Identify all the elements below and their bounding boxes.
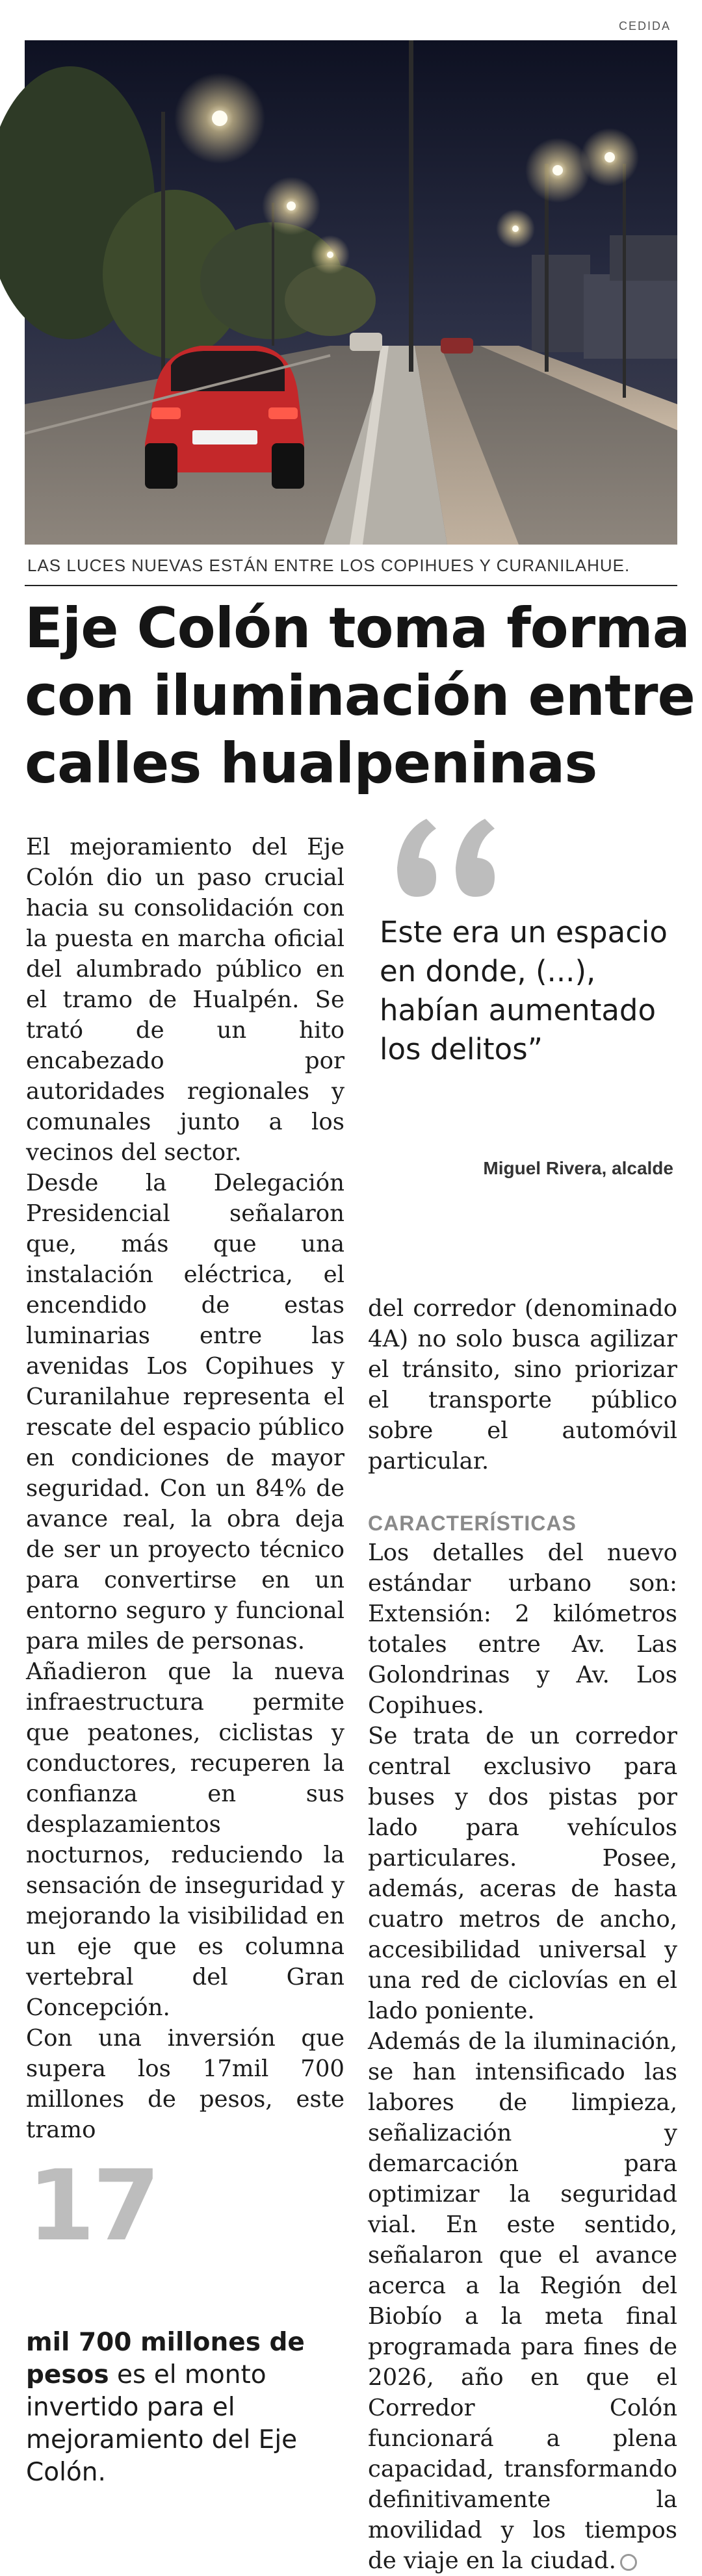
quote-mark-icon [381, 806, 498, 903]
headline-line-1: Eje Colón toma forma [25, 596, 690, 661]
headline-line-2: con iluminación entre [25, 663, 695, 728]
quote-author: Miguel Rivera, alcalde [483, 1158, 673, 1178]
paragraph-4: Con una inversión que supera los 17mil 700 millones de pesos, este tramo [26, 2025, 344, 2143]
highlight-bold: mil 700 millones de pesos [26, 2328, 305, 2389]
paragraph-5: Los detalles del nuevo estándar urbano son: Extensión: 2 kilómetros totales entre Av. Las Golondrinas y Av. Los Copihues. [368, 1539, 677, 1719]
highlight-rest: es el monto invertido para el mejoramiento del Eje Colón. [26, 2360, 298, 2487]
paragraph-2: Desde la Delegación Presidencial señalaron que, más que una instalación eléctrica, el encendido de estas luminarias entre las avenidas Los Copihues y Curanilahue representa el rescate del espacio público en condiciones de mayor seguridad. Con un 84% de avance real, la obra deja de ser un proyecto técnico para convertirse en un entorno seguro y funcional para miles de personas. [26, 1170, 344, 1655]
paragraph-6: Se trata de un corredor central exclusivo para buses y dos pistas por lado para vehículos particulares. Posee, además, aceras de hasta cuatro metros de ancho, accesibilidad universal y una red de ciclovías en el lado poniente. [368, 1723, 677, 2024]
photo-credit: CEDIDA [618, 19, 671, 32]
photo-caption: LAS LUCES NUEVAS ESTÁN ENTRE LOS COPIHUES Y CURANILAHUE. [27, 556, 630, 575]
news-photo [25, 40, 677, 545]
pull-quote: Este era un espacio en donde, (...), habían aumentado los delitos” [380, 915, 668, 1066]
headline-line-3: calles hualpeninas [25, 731, 597, 796]
highlight-text [26, 2326, 338, 2489]
section-subhead: CARACTERÍSTICAS [368, 1512, 577, 1535]
paragraph-4-continued: del corredor (denominado 4A) no solo busca agilizar el tránsito, sino priorizar el transporte público sobre el automóvil particular. [368, 1295, 677, 1475]
article-column-right [368, 1293, 677, 2576]
article-column-left [26, 832, 344, 2145]
paragraph-7 [368, 2026, 677, 2576]
paragraph-7-text: Además de la iluminación, se han intensificado las labores de limpieza, señalización y demarcación para optimizar la seguridad vial. En este sentido, señalaron que el avance acerca a la Región del Biobío a la meta final programada para fines de 2026, año en que el Corredor Colón funcionará a plena capacidad, transformando definitivamente la movilidad y los tiempos de viaje en la ciudad. [368, 2028, 677, 2574]
highlight-number: 17 [27, 2150, 158, 2263]
headline [25, 595, 695, 797]
caption-divider [25, 585, 677, 586]
end-mark-icon [620, 2554, 637, 2571]
paragraph-1: El mejoramiento del Eje Colón dio un paso crucial hacia su consolidación con la puesta en marcha oficial del alumbrado público en el tramo de Hualpén. Se trató de un hito encabezado por autoridades regionales y comunales junto a los vecinos del sector. [26, 834, 344, 1166]
paragraph-3: Añadieron que la nueva infraestructura permite que peatones, ciclistas y conductores, recuperen la confianza en sus desplazamientos nocturnos, reduciendo la sensación de inseguridad y mejorando la visibilidad en un eje que es columna vertebral del Gran Concepción. [26, 1658, 344, 2021]
